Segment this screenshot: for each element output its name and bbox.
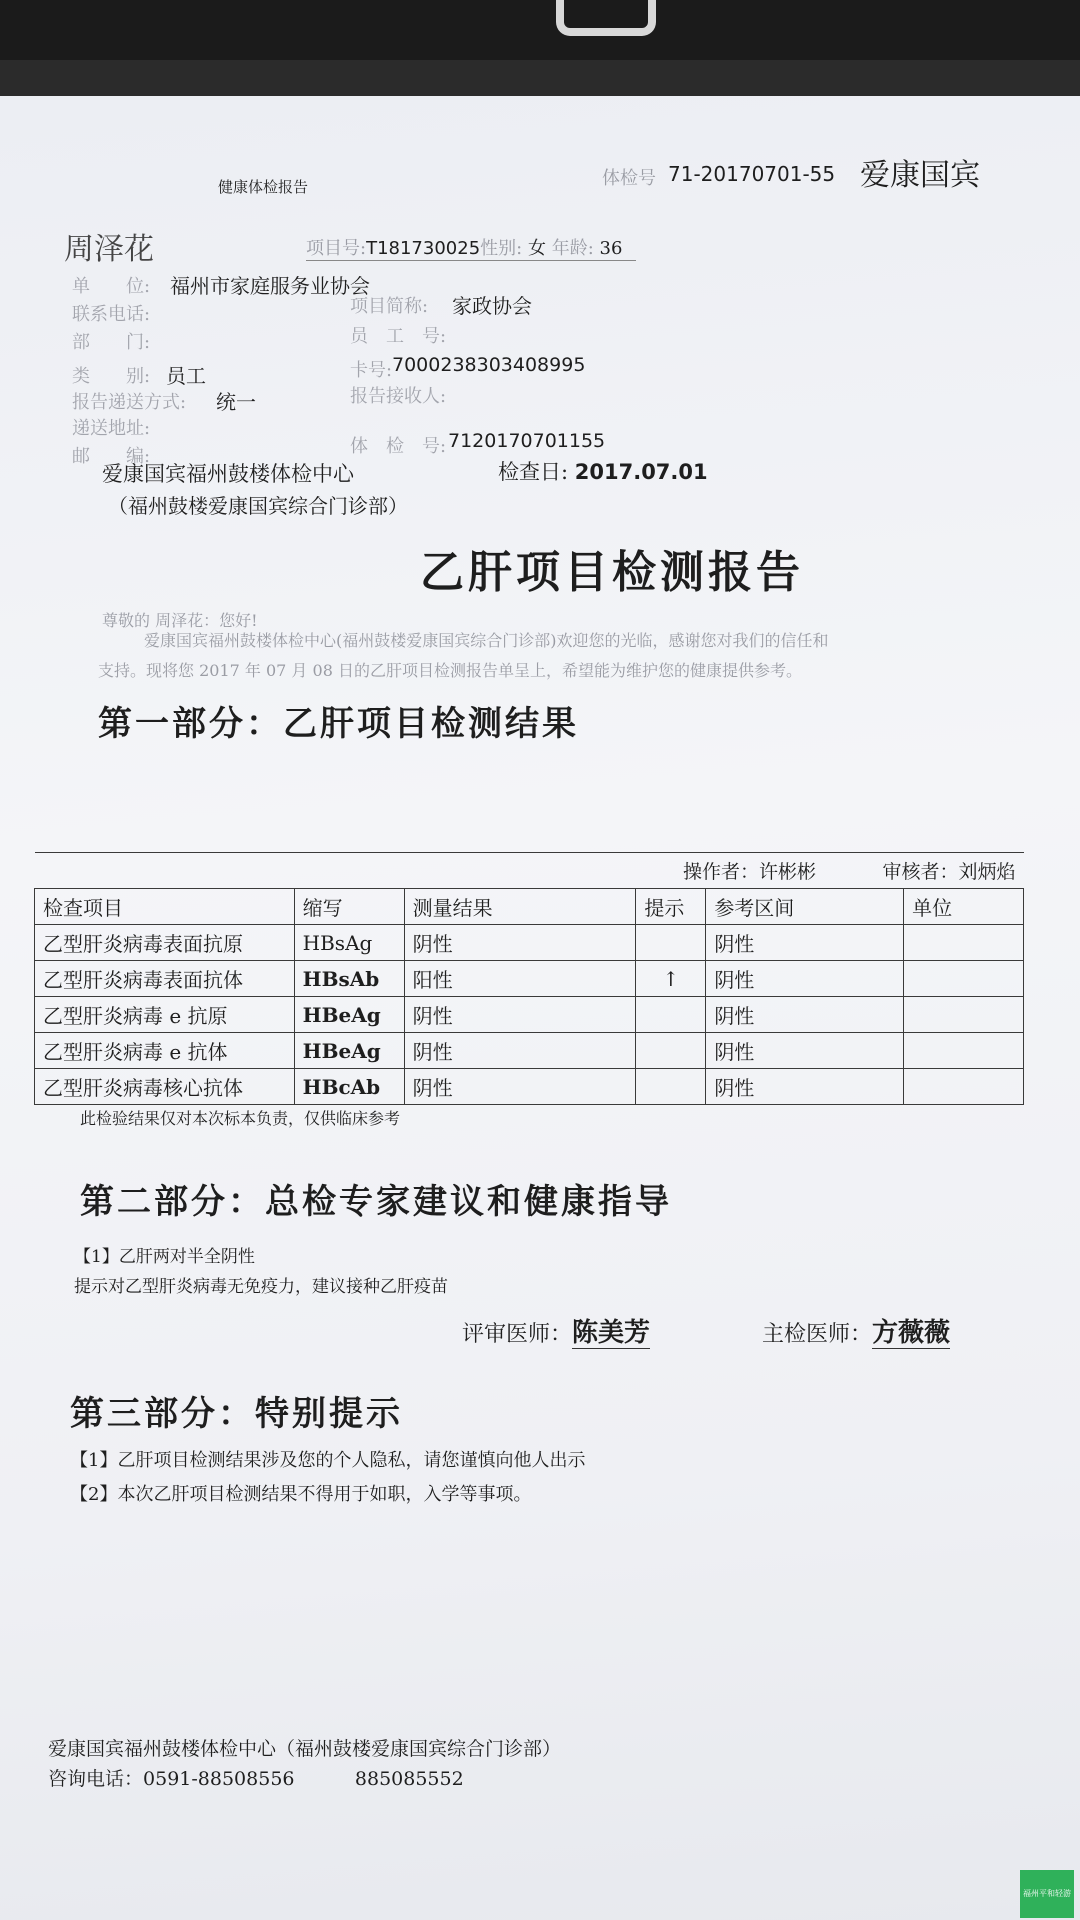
table-row <box>35 961 1024 997</box>
table-row <box>35 925 1024 961</box>
check-date: 2017.07.01 <box>574 460 708 484</box>
row-unit <box>904 1033 1024 1069</box>
part1-title: 第一部分：乙肝项目检测结果 <box>98 704 579 744</box>
patient-name: 周泽花 <box>64 232 154 267</box>
chief-doctor-signature: 方薇薇 <box>872 1318 951 1348</box>
project-no: T181730025 <box>366 238 481 259</box>
tip-item: 【1】乙肝项目检测结果涉及您的个人隐私，请您谨慎向他人出示 <box>70 1450 586 1471</box>
watermark-badge: 福州平和轻游 <box>1020 1870 1074 1918</box>
exam-no: 71-20170701-55 <box>668 162 836 186</box>
row-hint-up-arrow: ↑ <box>636 961 706 997</box>
table-row <box>35 1033 1024 1069</box>
advice-item1-detail: 提示对乙型肝炎病毒无免疫力，建议接种乙肝疫苗 <box>74 1277 448 1297</box>
receiver-label: 报告接收人: <box>350 386 447 407</box>
table-meta-row <box>35 853 1024 889</box>
postcode-label: 邮 编: <box>72 446 151 467</box>
row-ref: 阴性 <box>706 925 904 961</box>
category-label: 类 别: <box>72 366 151 387</box>
delivery-label: 报告递送方式: <box>72 392 187 413</box>
footer-phone2: 885085552 <box>354 1768 464 1790</box>
doc-type: 健康体检报告 <box>218 178 309 196</box>
row-result: 阴性 <box>404 1069 636 1105</box>
row-result: 阴性 <box>404 925 636 961</box>
table-row <box>35 1069 1024 1105</box>
header-hint: 提示 <box>636 889 706 925</box>
header-unit: 单位 <box>904 889 1024 925</box>
row-hint <box>636 925 706 961</box>
card-label: 卡号: <box>350 360 393 381</box>
advice-item1: 【1】乙肝两对半全阴性 <box>74 1247 255 1267</box>
header-ref: 参考区间 <box>706 889 904 925</box>
row-result: 阴性 <box>404 997 636 1033</box>
reviewer: 刘炳焰 <box>958 861 1016 883</box>
gender: 女 <box>527 238 546 259</box>
chief-doctor-line <box>762 1312 950 1349</box>
exam-label: 体 检 号: <box>350 436 447 457</box>
check-date-label: 检查日: <box>498 460 569 484</box>
row-item: 乙型肝炎病毒表面抗原 <box>35 925 295 961</box>
header-result: 测量结果 <box>404 889 636 925</box>
row-hint <box>636 1033 706 1069</box>
greeting-line1: 尊敬的 周泽花：您好! <box>102 611 258 630</box>
header-item: 检查项目 <box>35 889 295 925</box>
top-bar <box>0 0 1080 60</box>
part2-title: 第二部分：总检专家建议和健康指导 <box>80 1182 672 1222</box>
project-abbr: 家政协会 <box>452 294 532 318</box>
exam-no-2: 7120170701155 <box>448 430 606 452</box>
review-doctor-line <box>462 1312 650 1349</box>
footer-center: 爱康国宾福州鼓楼体检中心（福州鼓楼爱康国宾综合门诊部） <box>48 1738 562 1760</box>
report-paper <box>0 96 1080 1920</box>
reviewer-label: 审核者： <box>882 861 959 883</box>
unit-value: 福州市家庭服务业协会 <box>170 274 370 298</box>
clip-handle <box>556 0 656 36</box>
report-title: 乙肝项目检测报告 <box>420 547 804 598</box>
row-abbr: HBcAb <box>294 1069 404 1105</box>
row-abbr: HBsAg <box>294 925 404 961</box>
greeting-line2: 爱康国宾福州鼓楼体检中心(福州鼓楼爱康国宾综合门诊部)欢迎您的光临，感谢您对我们的信任和 <box>144 631 829 650</box>
center-sub: （福州鼓楼爱康国宾综合门诊部） <box>108 494 408 518</box>
footer-phone-label: 咨询电话： <box>48 1768 144 1790</box>
row-abbr: HBeAg <box>294 997 404 1033</box>
chief-doctor-label: 主检医师： <box>762 1322 873 1347</box>
review-doctor-signature: 陈美芳 <box>572 1318 651 1348</box>
exam-no-label: 体检号 <box>602 168 656 189</box>
staff-no-label: 员 工 号: <box>350 326 447 347</box>
table-row <box>35 997 1024 1033</box>
table-meta-cell <box>35 853 1024 889</box>
row-unit <box>904 997 1024 1033</box>
greeting-line3: 支持。现将您 2017 年 07 月 08 日的乙肝项目检测报告单呈上，希望能为维护您的健康提供参考。 <box>98 661 802 680</box>
row-ref: 阴性 <box>706 1069 904 1105</box>
row-ref: 阴性 <box>706 961 904 997</box>
row-abbr: HBeAg <box>294 1033 404 1069</box>
row-hint <box>636 1069 706 1105</box>
patient-underline <box>306 260 636 261</box>
project-no-label: 项目号: <box>306 238 367 259</box>
row-unit <box>904 925 1024 961</box>
check-date-line <box>498 456 708 486</box>
result-table <box>34 852 1024 1105</box>
row-item: 乙型肝炎病毒 e 抗原 <box>35 997 295 1033</box>
dept-label: 部 门: <box>72 332 151 353</box>
row-abbr: HBsAb <box>294 961 404 997</box>
part3-title: 第三部分：特别提示 <box>70 1394 403 1434</box>
header-abbr: 缩写 <box>294 889 404 925</box>
row-item: 乙型肝炎病毒 e 抗体 <box>35 1033 295 1069</box>
footer-phone1: 0591-88508556 <box>143 1768 295 1790</box>
address-label: 递送地址: <box>72 418 151 439</box>
row-result: 阳性 <box>404 961 636 997</box>
row-ref: 阴性 <box>706 997 904 1033</box>
row-ref: 阴性 <box>706 1033 904 1069</box>
table-note: 此检验结果仅对本次标本负责，仅供临床参考 <box>80 1109 401 1128</box>
center-name: 爱康国宾福州鼓楼体检中心 <box>102 462 354 486</box>
row-unit <box>904 1069 1024 1105</box>
project-abbr-label: 项目简称: <box>350 296 429 317</box>
row-hint <box>636 997 706 1033</box>
footer-phone-line <box>48 1764 464 1791</box>
patient-line <box>306 234 622 260</box>
tip-item: 【2】本次乙肝项目检测结果不得用于如职，入学等事项。 <box>70 1484 532 1505</box>
gender-label: 性别: <box>480 238 523 259</box>
table-header-row <box>35 889 1024 925</box>
row-result: 阴性 <box>404 1033 636 1069</box>
age: 36 <box>599 238 623 259</box>
operator: 许彬彬 <box>759 861 817 883</box>
review-doctor-label: 评审医师： <box>462 1322 573 1347</box>
category: 员工 <box>166 364 206 388</box>
phone-label: 联系电话: <box>72 304 151 325</box>
row-item: 乙型肝炎病毒核心抗体 <box>35 1069 295 1105</box>
unit-label: 单 位: <box>72 276 151 297</box>
operator-label: 操作者： <box>683 861 760 883</box>
row-item: 乙型肝炎病毒表面抗体 <box>35 961 295 997</box>
delivery: 统一 <box>216 390 256 414</box>
row-unit <box>904 961 1024 997</box>
age-label: 年龄: <box>551 238 594 259</box>
card-no: 7000238303408995 <box>392 354 586 376</box>
brand: 爱康国宾 <box>860 158 980 193</box>
